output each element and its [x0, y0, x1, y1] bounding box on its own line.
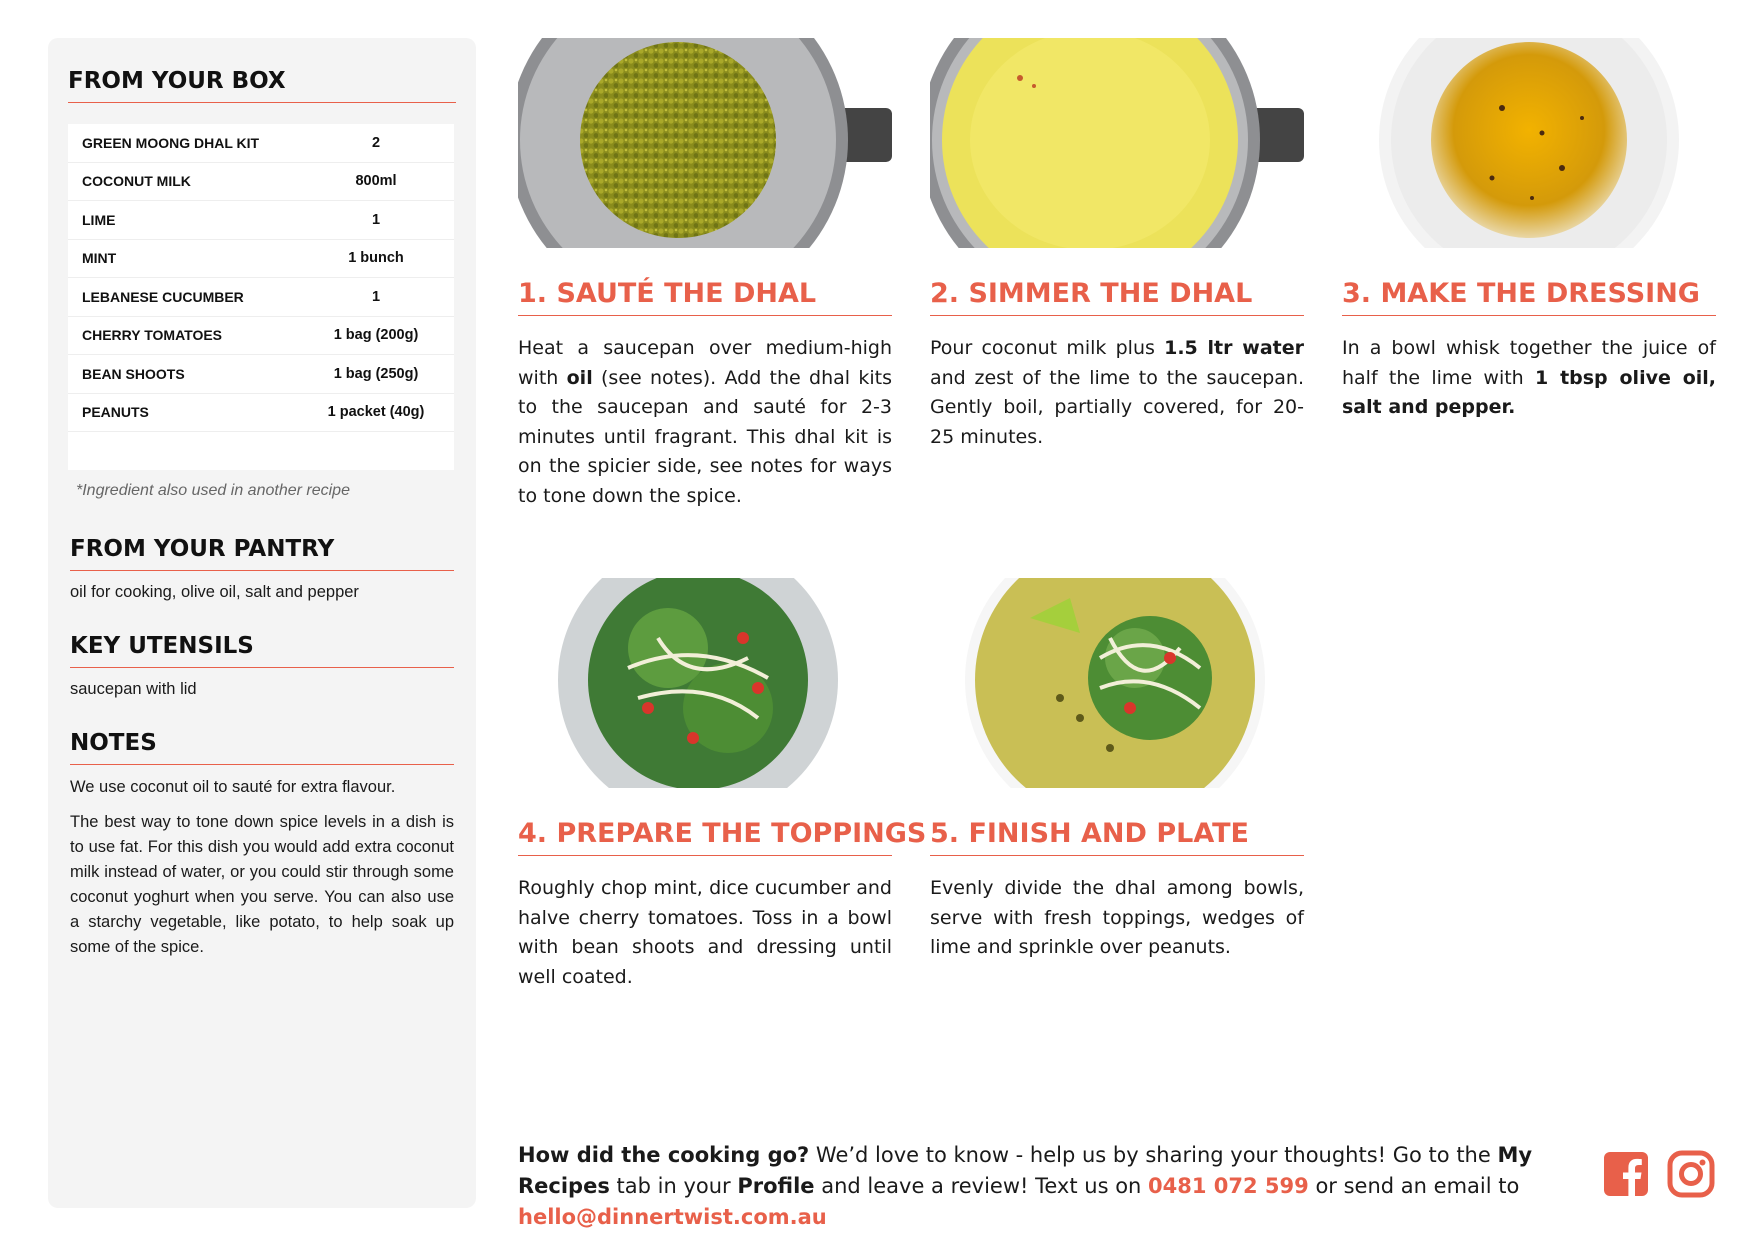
feedback-text: or send an email to: [1308, 1174, 1520, 1198]
step-text-emphasis: 1.5 ltr water: [1164, 337, 1304, 359]
table-row: [68, 394, 454, 433]
step-1-title: 1. SAUTÉ THE DHAL: [518, 278, 892, 316]
step-5-photo: [930, 578, 1304, 788]
step-text-segment: and zest of the lime to the saucepan. Gently boil, partially covered, for 20-25 minutes.: [930, 366, 1304, 448]
step-1-photo: [518, 38, 892, 248]
step-text-segment: Heat a saucepan over medium-high with: [518, 337, 892, 389]
ingredient-name: CHERRY TOMATOES: [82, 327, 223, 344]
ingredient-qty: 2: [371, 134, 381, 151]
feedback-text: and leave a review! Text us on: [814, 1174, 1149, 1198]
step-4-photo: [518, 578, 892, 788]
ingredient-qty: 1 bunch: [348, 250, 404, 267]
phone-link[interactable]: 0481 072 599: [1148, 1174, 1309, 1198]
step-text-segment: Pour coconut milk plus: [930, 337, 1165, 359]
instagram-icon[interactable]: [1667, 1150, 1715, 1198]
ingredient-qty: 1 packet (40g): [327, 404, 425, 421]
profile-link[interactable]: Profile: [737, 1174, 815, 1198]
step-4-text: [518, 874, 892, 992]
ingredient-qty: 800ml: [355, 173, 397, 190]
key-utensils-title: KEY UTENSILS: [70, 633, 454, 668]
utensils-text: saucepan with lid: [70, 680, 197, 698]
step-3-photo: [1342, 38, 1716, 248]
ingredient-name: MINT: [82, 250, 117, 267]
step-text-segment: (see notes). Add the dhal kits to the saucepan and sauté for 2-3 minutes until fragrant. This dhal kit is on the spicier side, see notes for ways to tone down the spice.: [518, 366, 892, 507]
step-text-segment: In a bowl whisk together the juice of half the lime with: [1342, 337, 1716, 389]
ingredient-name: COCONUT MILK: [82, 173, 191, 190]
ingredient-qty: 1 bag (200g): [333, 327, 419, 344]
ingredient-name: PEANUTS: [82, 404, 149, 421]
ingredient-qty: 1: [371, 211, 381, 228]
feedback-text: We’d love to know - help us by sharing your thoughts! Go to the: [809, 1143, 1498, 1167]
step-4-title: 4. PREPARE THE TOPPINGS: [518, 818, 892, 856]
from-your-pantry-title: FROM YOUR PANTRY: [70, 536, 454, 571]
my-recipes-link[interactable]: My Recipes: [518, 1143, 1533, 1198]
table-row: [68, 201, 454, 240]
table-row: [68, 240, 454, 279]
step-5-text: [930, 874, 1304, 963]
from-your-box-title: FROM YOUR BOX: [68, 68, 456, 103]
step-5-title: 5. FINISH AND PLATE: [930, 818, 1304, 856]
email-link[interactable]: hello@dinnertwist.com.au: [518, 1205, 827, 1229]
table-row: [68, 355, 454, 394]
ingredient-name: BEAN SHOOTS: [82, 365, 185, 382]
table-row: [68, 278, 454, 317]
step-2-text: [930, 334, 1304, 452]
feedback-message: [518, 1140, 1578, 1233]
notes-paragraph: We use coconut oil to sauté for extra flavour.: [70, 778, 396, 796]
step-text-segment: Evenly divide the dhal among bowls, serve with fresh toppings, wedges of lime and sprinkle over peanuts.: [930, 877, 1304, 958]
ingredient-name: LEBANESE CUCUMBER: [82, 288, 244, 305]
step-2-title: 2. SIMMER THE DHAL: [930, 278, 1304, 316]
step-3-title: 3. MAKE THE DRESSING: [1342, 278, 1716, 316]
facebook-icon[interactable]: [1602, 1150, 1650, 1198]
ingredients-table: [68, 124, 454, 470]
table-row: [68, 124, 454, 163]
ingredient-qty: 1: [371, 288, 381, 305]
step-2-photo: [930, 38, 1304, 248]
step-text-emphasis: oil: [566, 366, 593, 389]
step-3-text: [1342, 334, 1716, 423]
table-row: [68, 317, 454, 356]
feedback-question: How did the cooking go?: [518, 1143, 810, 1167]
table-row: [68, 163, 454, 202]
step-text-segment: Roughly chop mint, dice cucumber and halve cherry tomatoes. Toss in a bowl with bean shoots and dressing until well coated.: [518, 877, 892, 988]
feedback-text: tab in your: [609, 1174, 738, 1198]
step-1-text: [518, 334, 892, 511]
notes-paragraph: The best way to tone down spice levels in a dish is to use fat. For this dish you would add extra coconut milk instead of water, or you could stir through some coconut yoghurt when you serve. You can also use a starchy vegetable, like potato, to help soak up some of the spice.: [70, 813, 454, 956]
ingredient-name: GREEN MOONG DHAL KIT: [82, 134, 260, 151]
ingredient-footnote: *Ingredient also used in another recipe: [76, 482, 350, 499]
ingredients-panel: [48, 38, 476, 1208]
notes-title: NOTES: [70, 730, 454, 765]
ingredient-qty: 1 bag (250g): [333, 365, 419, 382]
step-text-emphasis: 1 tbsp olive oil, salt and pepper.: [1342, 366, 1717, 418]
pantry-text: oil for cooking, olive oil, salt and pepper: [70, 583, 359, 601]
ingredient-name: LIME: [82, 211, 116, 228]
